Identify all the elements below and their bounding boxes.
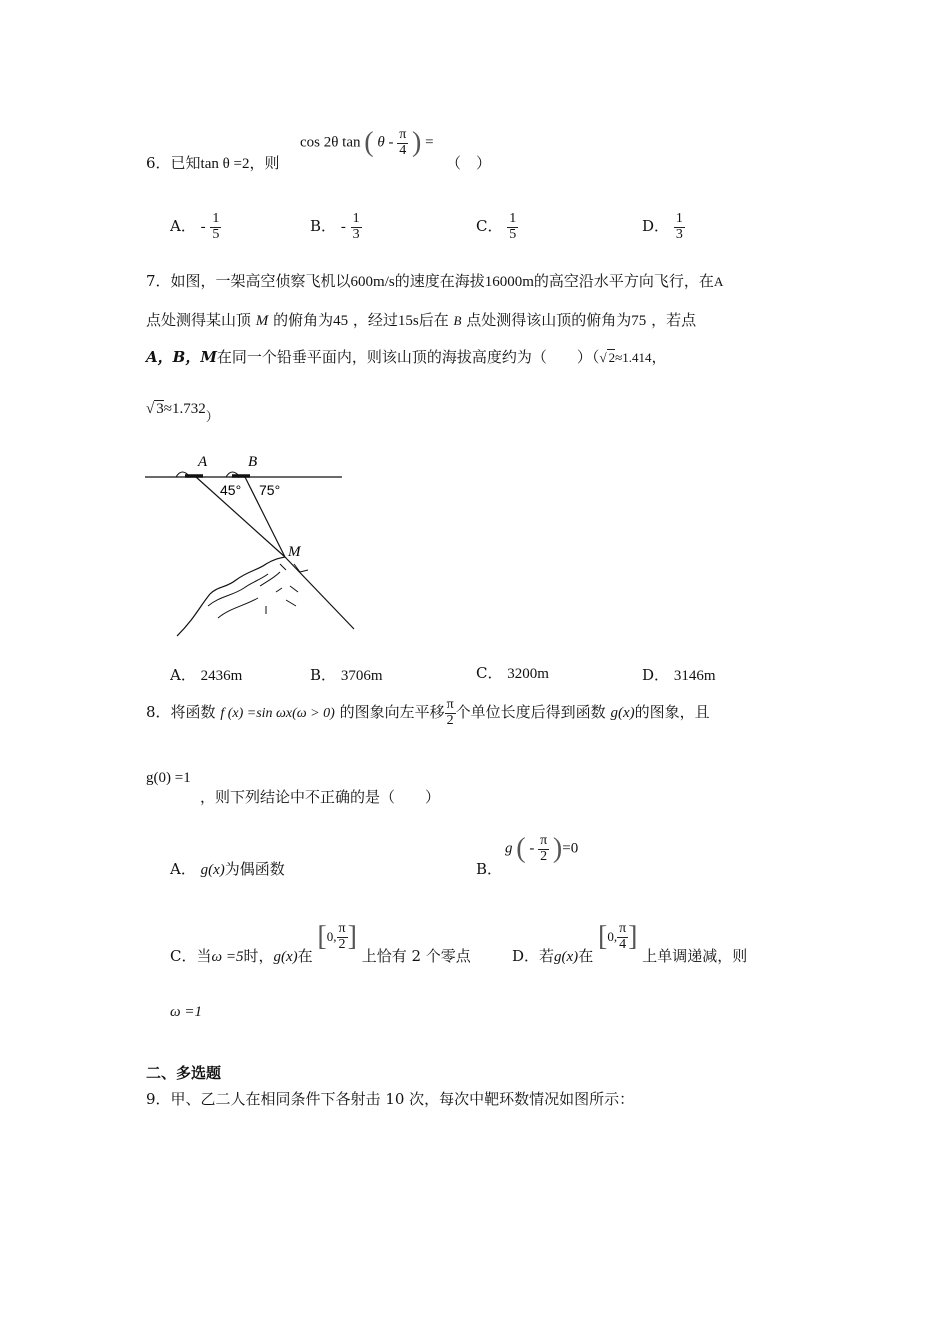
q6-expr-left: cos 2θ tan xyxy=(300,134,361,151)
q7-opt-c-label: C． xyxy=(476,664,503,682)
q8-option-a[interactable] xyxy=(170,858,285,879)
q8-opt-b-frac xyxy=(538,834,549,864)
q8-opt-b-g: g xyxy=(505,840,513,857)
q6-opt-a-num: 1 xyxy=(212,211,220,226)
q8-opt-c-label: C．当 xyxy=(170,947,212,966)
q6-opt-b-den: 3 xyxy=(352,226,360,242)
q7-approx3: ≈1.732 xyxy=(163,401,206,417)
q8-a: 8．将函数 xyxy=(146,703,216,722)
q8-d: 的图象，且 xyxy=(634,703,710,722)
q7-altitude: 16000m xyxy=(484,274,534,290)
bracket-left-icon: [ xyxy=(317,921,327,953)
q6-equals: = xyxy=(425,134,434,151)
q6-prefix: 6．已知 xyxy=(146,154,201,172)
q7-point-m: M xyxy=(255,313,269,329)
q8-opt-c-omega: ω =5 xyxy=(211,949,244,966)
q6-option-b[interactable] xyxy=(310,212,362,242)
fig-label-m: M xyxy=(288,544,301,560)
q6-opt-b-frac xyxy=(351,212,362,242)
q6-option-c[interactable] xyxy=(476,212,518,242)
q6-opt-c-num: 1 xyxy=(509,211,517,226)
q8-option-c[interactable] xyxy=(170,921,471,966)
q7-l2e: 点处测得该山顶的俯角为 xyxy=(466,311,632,329)
q7-points: A，B，M xyxy=(146,348,217,366)
q7-l2d: 后在 xyxy=(418,311,449,329)
q8-fx: f (x) =sin ωx(ω > 0) xyxy=(220,706,335,722)
q6-opt-c-den: 5 xyxy=(509,226,517,242)
q6-option-d[interactable] xyxy=(642,212,685,242)
q7-opt-d-label: D． xyxy=(642,666,670,684)
q6-four: 4 xyxy=(399,142,407,158)
q6-comma: ，则 xyxy=(249,154,280,172)
q8-opt-c-int0: 0, xyxy=(326,929,337,945)
q8-opt-b-minus: - xyxy=(529,840,535,857)
q7-l2c: ，经过 xyxy=(352,311,398,329)
q8-option-d[interactable] xyxy=(512,921,748,966)
q7-angle2: 75 xyxy=(631,313,647,329)
q7-l1b: 的速度在海拔 xyxy=(394,272,485,290)
paren-right-icon: ) xyxy=(552,833,563,865)
q6-option-a[interactable] xyxy=(170,212,221,242)
q8-opt-d-frac xyxy=(617,922,628,952)
q7-opt-b-label: B． xyxy=(310,666,337,684)
q8-opt-d-t1: 在 xyxy=(578,947,594,966)
q8-e: ，则下列结论中不正确的是（ ） xyxy=(200,788,441,806)
q8-opt-c-t2: 在 xyxy=(297,947,313,966)
q7-l2f: ，若点 xyxy=(651,311,697,329)
q8-opt-a-math: g(x) xyxy=(200,862,225,878)
q8-line1 xyxy=(146,698,710,728)
section-title: 二、多选题 xyxy=(146,1064,222,1082)
q9-stem: 9．甲、乙二人在相同条件下各射击 10 次，每次中靶环数情况如图所示： xyxy=(146,1090,635,1108)
q7-point-a: A xyxy=(713,274,724,289)
q7-opt-c-value: 3200m xyxy=(507,666,549,682)
q7-close: ） xyxy=(205,410,219,425)
q6-opt-d-frac xyxy=(674,212,685,242)
fig-label-a: A xyxy=(198,454,208,470)
q6-opt-a-sign: - xyxy=(200,219,206,236)
q7-l1c: 的高空沿水平方向飞行，在 xyxy=(533,272,714,290)
q7-point-b: B xyxy=(453,313,462,328)
q7-time: 15s xyxy=(397,313,419,329)
q7-line1 xyxy=(146,270,723,291)
q8-b: 的图象向左平移 xyxy=(339,703,445,722)
q6-opt-d-label: D． xyxy=(642,217,670,236)
q8-opt-c-t3: 上恰有 2 个零点 xyxy=(361,947,471,966)
q6-expression xyxy=(300,128,434,158)
q8-opt-a-text: 为偶函数 xyxy=(224,860,285,878)
q6-opt-c-frac xyxy=(507,212,518,242)
bracket-right-icon: ] xyxy=(628,921,638,953)
fig-angle-a: 45° xyxy=(220,482,242,498)
q7-angle1: 45 xyxy=(333,313,349,329)
q8-opt-c-t1: 时， xyxy=(243,947,274,966)
paren-right-icon: ) xyxy=(412,127,422,159)
q8-g0: g(0) =1 xyxy=(146,770,191,786)
q8-two: 2 xyxy=(446,712,454,728)
q7-line3: A，B，M在同一个铅垂平面内，则该山顶的海拔高度约为（ ）（√ 2≈1.414， xyxy=(146,348,667,366)
bracket-right-icon: ] xyxy=(347,921,357,953)
bracket-left-icon: [ xyxy=(597,921,608,953)
q8-opt-d-four: 4 xyxy=(619,936,627,952)
q7-opt-b-value: 3706m xyxy=(340,668,383,684)
fig-angle-b: 75° xyxy=(259,482,281,498)
q7-option-b[interactable] xyxy=(310,664,382,685)
q6-theta: θ - xyxy=(377,134,394,151)
q8-option-b[interactable] xyxy=(505,834,578,864)
q6-pi: π xyxy=(399,127,407,142)
q6-pi-over-4 xyxy=(397,128,408,158)
q7-l3b: 在同一个铅垂平面内，则该山顶的海拔高度约为（ ）（ xyxy=(216,348,600,366)
q6-opt-d-den: 3 xyxy=(675,226,683,242)
q7-option-c[interactable] xyxy=(476,662,549,683)
q8-opt-d-label: D．若 xyxy=(512,947,555,966)
q8-opt-c-two: 2 xyxy=(338,936,346,952)
q8-opt-d-pi: π xyxy=(619,921,627,936)
q8-opt-c-frac xyxy=(337,922,348,952)
q7-line4: √ 3≈1.732） xyxy=(146,401,219,425)
q8-opt-d-omega: ω =1 xyxy=(170,1004,202,1020)
q6-opt-b-label: B． xyxy=(310,217,337,236)
q7-figure xyxy=(140,446,365,642)
mountain-left-slope xyxy=(177,557,285,636)
q8-opt-d-int0: 0, xyxy=(607,929,618,945)
q7-l1a: 7．如图，一架高空侦察飞机以 xyxy=(146,272,351,290)
q7-option-a[interactable] xyxy=(170,664,242,685)
q8-c: 个单位长度后得到函数 xyxy=(455,703,606,722)
q6-opt-b-num: 1 xyxy=(352,211,360,226)
q8-shift-frac xyxy=(445,698,456,728)
q8-opt-b-two: 2 xyxy=(540,848,548,864)
q7-l2a: 点处测得某山顶 xyxy=(146,311,252,329)
q6-opt-c-label: C． xyxy=(476,217,503,236)
q6-opt-d-num: 1 xyxy=(675,211,683,226)
q7-opt-d-value: 3146m xyxy=(673,668,716,684)
q8-option-b-label-wrap[interactable] xyxy=(476,858,502,879)
paren-left-icon: ( xyxy=(364,127,374,159)
q6-given: tan θ =2 xyxy=(200,156,250,172)
q7-approx2: ≈1.414 xyxy=(615,350,652,365)
q6-stem xyxy=(146,152,280,173)
q7-opt-a-value: 2436m xyxy=(200,668,243,684)
q8-pi: π xyxy=(446,697,454,712)
q7-opt-a-label: A． xyxy=(170,666,196,684)
q8-opt-c-g: g(x) xyxy=(273,949,298,966)
q7-speed: 600m/s xyxy=(350,274,395,290)
q8-opt-d-t2: 上单调递减，则 xyxy=(642,947,748,966)
q6-opt-a-frac xyxy=(210,212,221,242)
q7-l2b: 的俯角为 xyxy=(273,311,334,329)
mountain-right-slope xyxy=(285,557,354,629)
q7-line2 xyxy=(146,309,696,330)
q6-opt-a-den: 5 xyxy=(212,226,220,242)
paren-left-icon: ( xyxy=(516,833,526,865)
q6-answer-paren: （ ） xyxy=(446,154,492,172)
q7-option-d[interactable] xyxy=(642,664,715,685)
q8-opt-b-eq: =0 xyxy=(562,840,579,857)
q6-opt-b-sign: - xyxy=(340,219,346,236)
q8-gx: g(x) xyxy=(610,705,635,722)
q6-opt-a-label: A． xyxy=(170,217,196,236)
q8-opt-a-label: A． xyxy=(170,860,196,878)
q8-opt-d-g: g(x) xyxy=(554,949,579,966)
q7-sqrt2: 2 xyxy=(608,350,616,365)
fig-label-b: B xyxy=(248,454,258,470)
q8-opt-b-pi: π xyxy=(540,833,548,848)
q8-opt-b-label: B． xyxy=(476,860,503,878)
q7-sqrt3: 3 xyxy=(156,401,164,417)
mountain-texture xyxy=(208,564,308,618)
q7-comma: ， xyxy=(651,348,667,366)
q8-opt-c-pi: π xyxy=(338,921,346,936)
